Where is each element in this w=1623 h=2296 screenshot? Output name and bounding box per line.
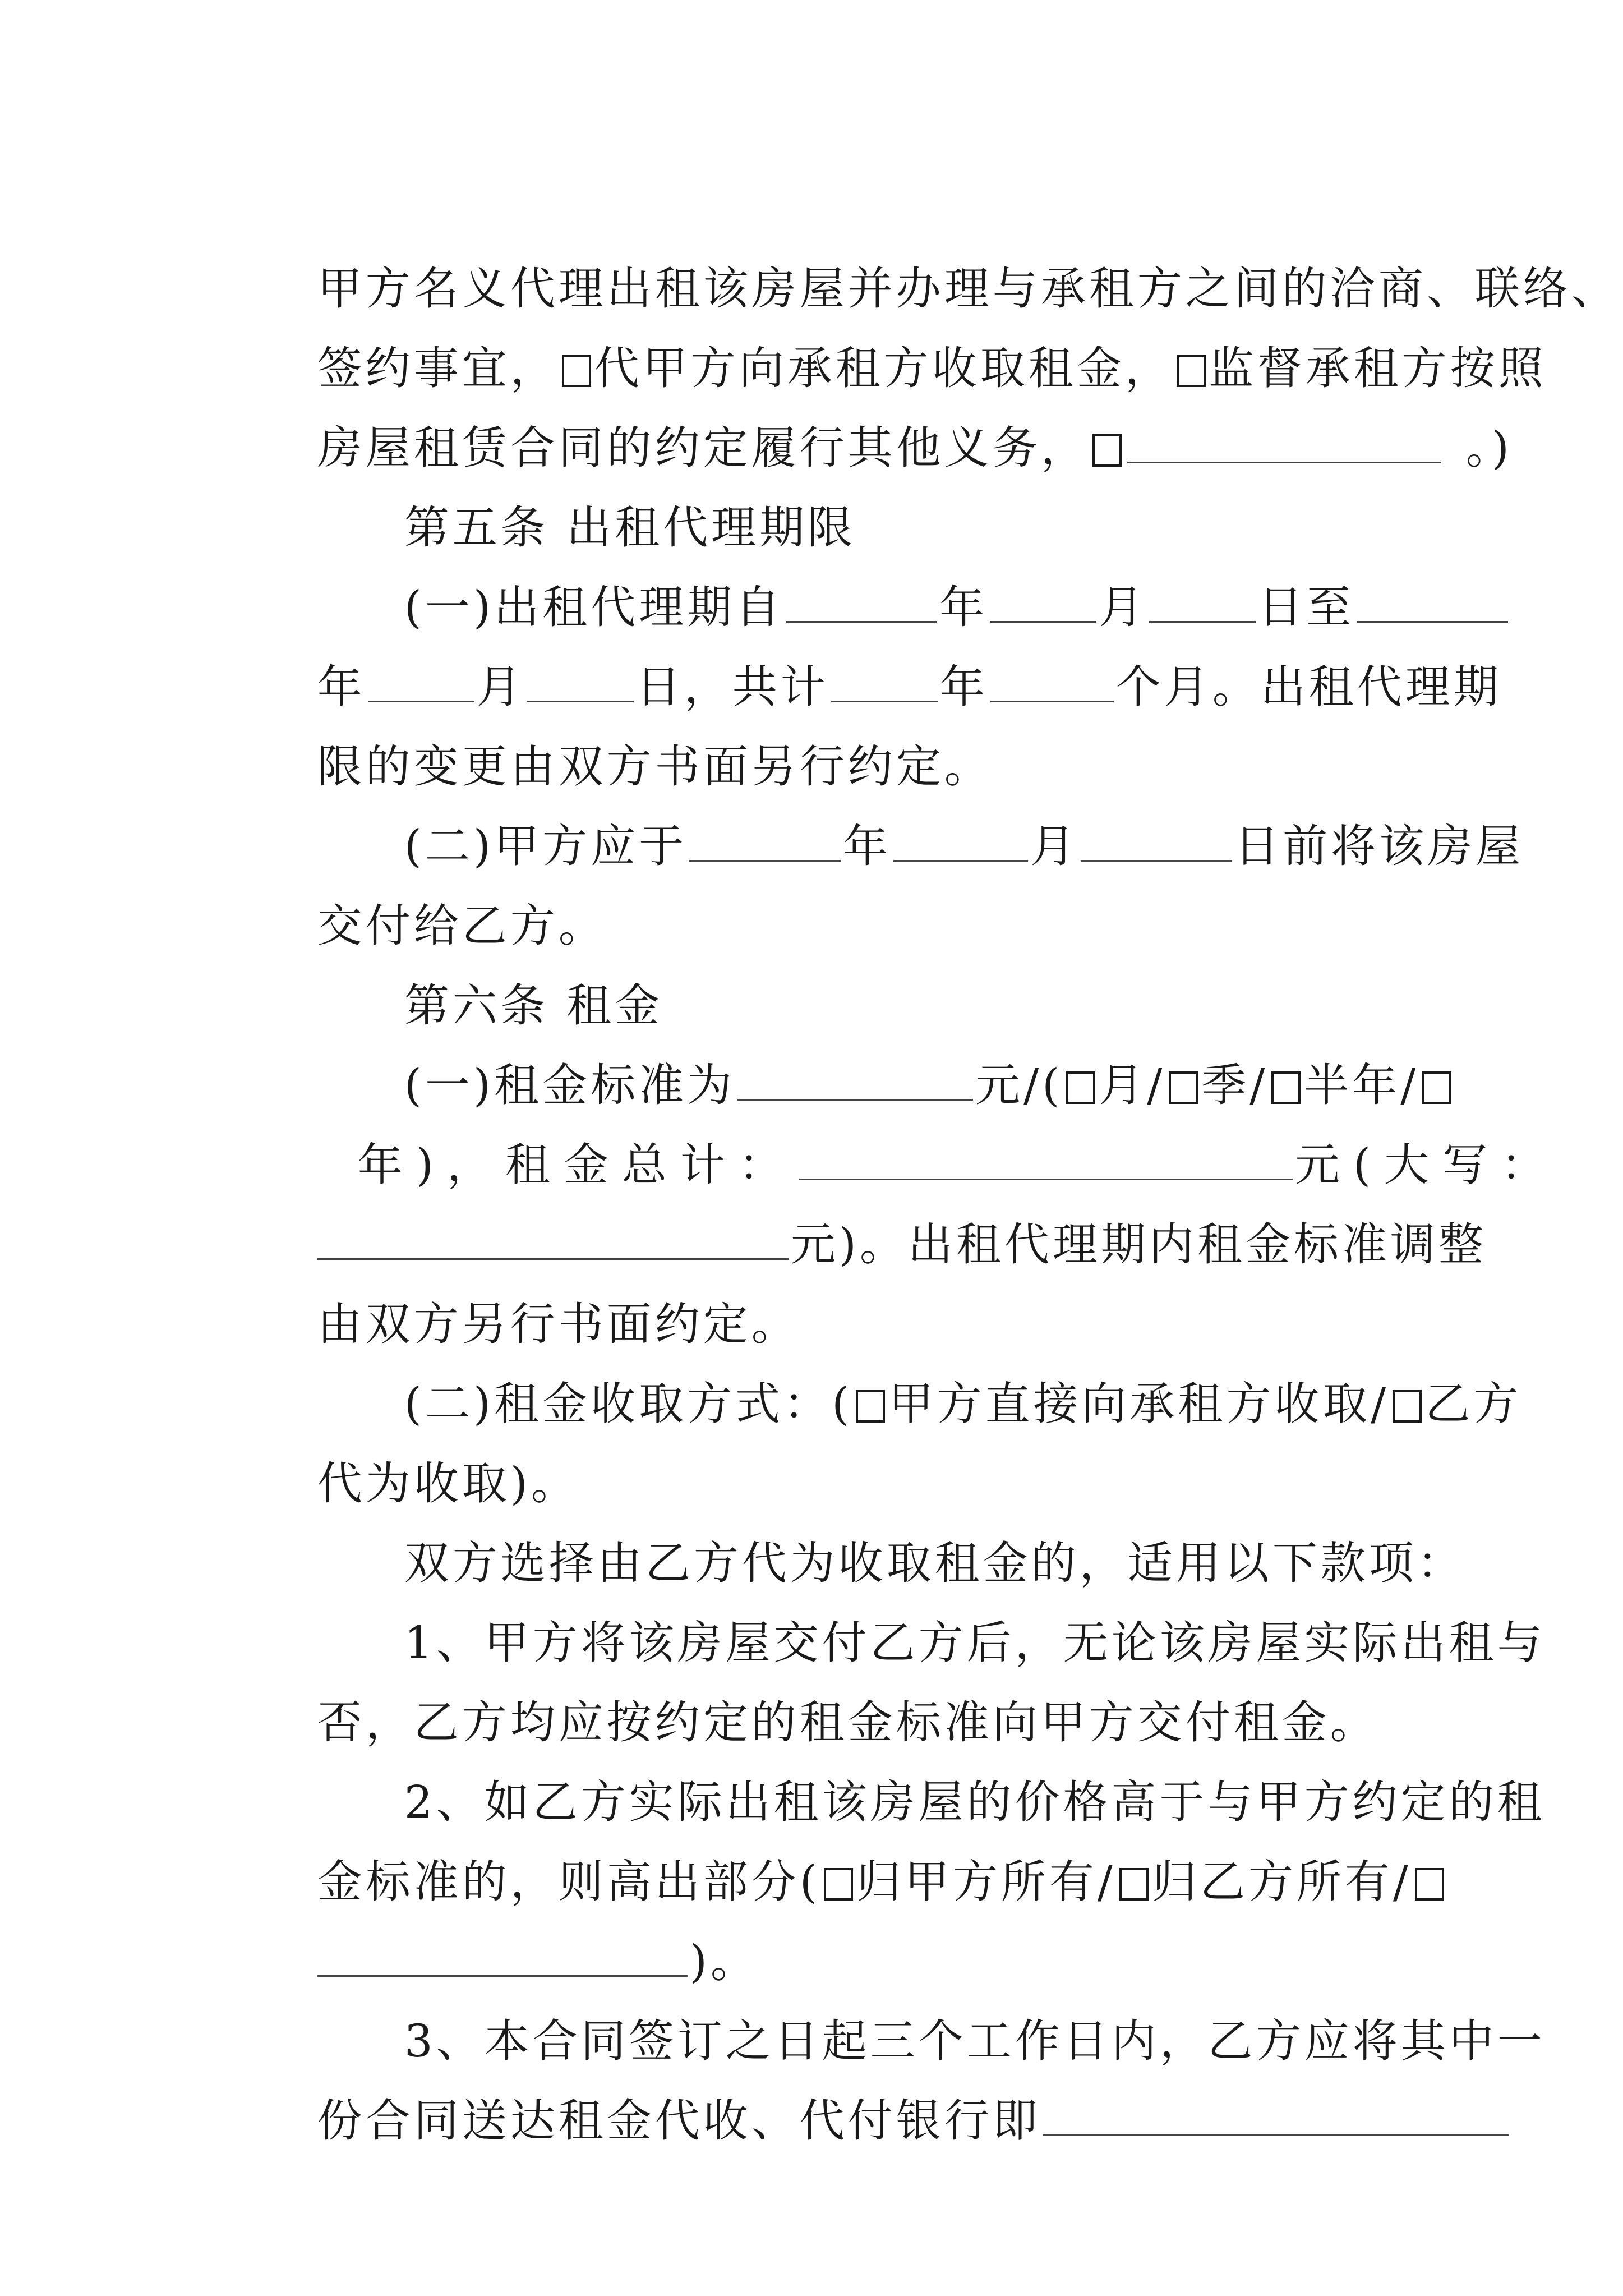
text: 年: [843, 820, 892, 872]
text: 日，共计: [635, 661, 829, 713]
paragraph-line: [247, 1232, 1380, 1350]
article-heading: [334, 913, 1380, 1032]
text: 元)。出租代理期内租金标准调整: [790, 1218, 1487, 1271]
fill-in-blank[interactable]: [1043, 2095, 1509, 2136]
text: 第六条 租金: [404, 979, 663, 1032]
text: 乙方: [1425, 1378, 1522, 1430]
paragraph-line: [247, 1789, 1412, 1908]
text: 月: [476, 661, 525, 713]
text: (一)出租代理期自: [404, 581, 784, 633]
text: 元(大写：: [1294, 1139, 1560, 1191]
text: 日至: [1258, 581, 1355, 633]
text: 日前将该房屋: [1234, 820, 1524, 872]
paragraph-line: [247, 834, 1380, 952]
checkbox[interactable]: [1422, 1071, 1451, 1104]
text: 归乙方所有/: [1151, 1856, 1412, 1908]
text: 限的变更由双方书面另行约定。: [317, 740, 993, 793]
text: 月: [1030, 820, 1079, 872]
paragraph-line: [334, 754, 1524, 872]
text: (一)租金标准为: [404, 1059, 736, 1111]
text: 甲方直接向承租方收取/: [888, 1378, 1390, 1430]
text: 监督承租方按照: [1209, 342, 1547, 394]
text: 3、本合同签订之日起三个工作日内，乙方应将其中一: [404, 2015, 1546, 2067]
text: 。): [1465, 422, 1513, 474]
text: 交付给乙方。: [317, 900, 607, 952]
text: 半年/: [1304, 1059, 1419, 1111]
text: 月: [1099, 581, 1147, 633]
text: 金标准的，则高出部分(: [317, 1856, 820, 1908]
text: )。: [689, 1935, 759, 1987]
paragraph-line: [247, 1869, 1380, 1987]
paragraph-line: [247, 196, 1620, 315]
text: 季/: [1201, 1059, 1269, 1111]
paragraph-line: [247, 2028, 1380, 2147]
text: 2、如乙方实际出租该房屋的价格高于与甲方约定的租: [404, 1776, 1546, 1828]
text: 甲方名义代理出租该房屋并办理与承租方之间的洽商、联络、: [317, 263, 1620, 315]
text: 由双方另行书面约定。: [317, 1298, 800, 1350]
text: 月/: [1099, 1059, 1166, 1111]
paragraph-line: [247, 1630, 1380, 1749]
text: 份合同送达租金代收、代付银行即: [317, 2095, 1041, 2147]
text: 年: [939, 661, 988, 713]
paragraph-line: [334, 1949, 1546, 2067]
text: 代为收取)。: [317, 1457, 579, 1510]
text: 双方选择由乙方代为收取租金的，适用以下款项：: [404, 1537, 1465, 1589]
text: 1、甲方将该房屋交付乙方后，无论该房屋实际出租与: [404, 1617, 1546, 1669]
text: 签约事宜，: [317, 342, 559, 394]
paragraph-line: [247, 1391, 1380, 1510]
text: (二)甲方应于: [404, 820, 688, 872]
checkbox[interactable]: [1415, 1868, 1444, 1901]
article-heading: [334, 435, 1380, 554]
paragraph-line: [247, 674, 1380, 793]
paragraph-line: [334, 515, 1380, 633]
text: 代甲方向承租方收取租金，: [594, 342, 1173, 394]
paragraph-line: [334, 1471, 1465, 1589]
text: 否，乙方均应按约定的租金标准向甲方交付租金。: [317, 1696, 1378, 1749]
text: 年: [939, 581, 988, 633]
text: 个月。出租代理期: [1115, 661, 1502, 713]
text: 元/(: [975, 1059, 1063, 1111]
checkbox[interactable]: [1393, 1390, 1422, 1423]
paragraph-line: [247, 276, 1547, 394]
paragraph-line: [247, 595, 1502, 713]
paragraph-line: [334, 1312, 1522, 1430]
text: (二)租金收取方式：(: [404, 1378, 853, 1430]
text: 归甲方所有/: [856, 1856, 1116, 1908]
text: 年)，租金总计：: [357, 1139, 797, 1191]
paragraph-line: [334, 993, 1419, 1111]
paragraph-line: [334, 1550, 1546, 1669]
text: 房屋租赁合同的约定履行其他义务，: [317, 422, 1089, 474]
text: 年: [317, 661, 366, 713]
paragraph-line: [334, 1710, 1546, 1828]
text: 第五条 出租代理期限: [404, 501, 856, 554]
